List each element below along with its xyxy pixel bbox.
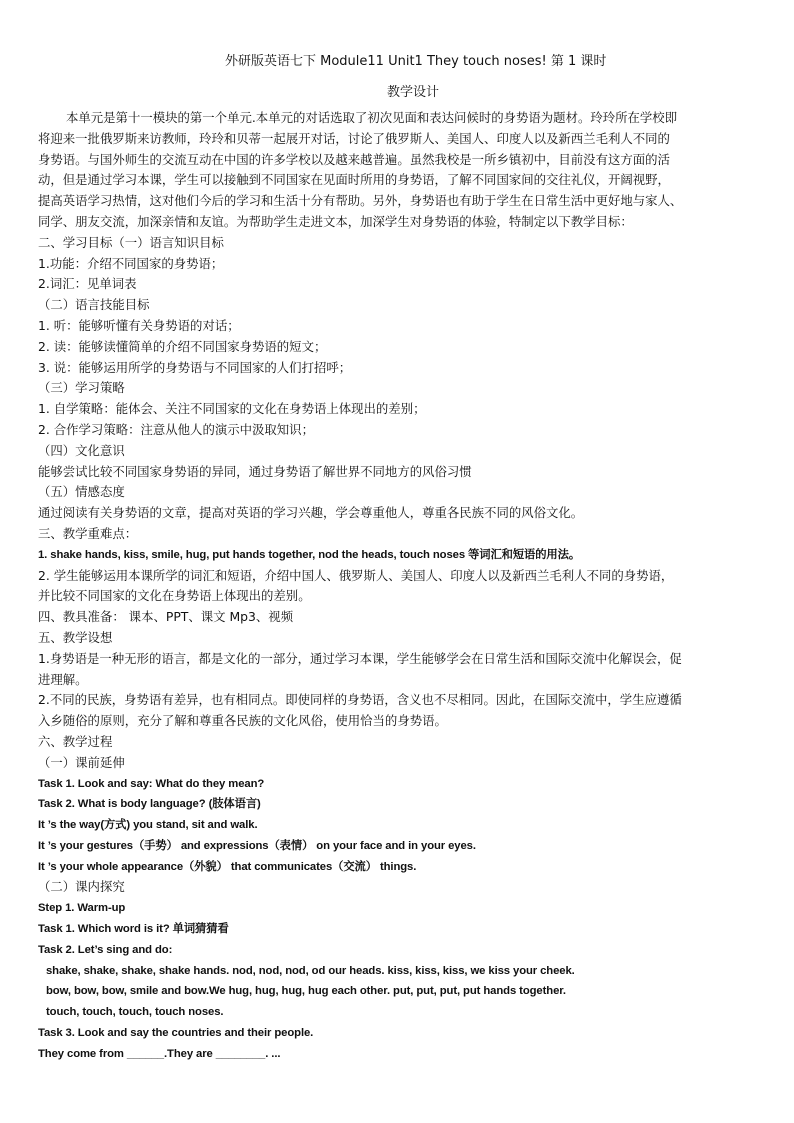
text-line: 将迎来一批俄罗斯来访教师，玲玲和贝蒂一起展开对话，讨论了俄罗斯人、美国人、印度人以及新西兰毛利人不同的 [38,130,670,146]
text-line: Task 1. Which word is it? 单词猜猜看 [38,923,229,936]
text-line: （四）文化意识 [38,442,125,458]
text-line: 四、教具准备： 课本、PPT、课文 Mp3、视频 [38,609,294,625]
text-line: They come from ______.They are ________. ... [38,1047,281,1060]
text-line: （一）课前延伸 [38,754,125,770]
text-line: 能够尝试比较不同国家身势语的异同，通过身势语了解世界不同地方的风俗习惯 [38,463,472,479]
text-line: 1.身势语是一种无形的语言，都是文化的一部分，通过学习本课，学生能够学会在日常生活和国际交流中化解误会，促 [38,650,682,666]
text-line: 五、教学设想 [38,629,113,645]
text-line: （二）语言技能目标 [38,297,150,313]
document-body [38,108,760,1065]
text-line: It ’s your whole appearance（外貌） that communicates（交流） things. [38,860,417,873]
document-subtitle: 教学设计 [386,85,439,100]
text-line: touch, touch, touch, touch noses. [46,1006,224,1019]
text-line: Task 2. Let’s sing and do: [38,943,173,956]
text-line: bow, bow, bow, smile and bow.We hug, hug, hug, hug each other. put, put, put, put hands together. [46,985,566,998]
text-line: 三、教学重难点： [38,525,138,541]
text-line: 六、教学过程 [38,733,113,749]
text-line: 动，但是通过学习本课，学生可以接触到不同国家在见面时所用的身势语，了解不同国家间的交往礼仪，开阔视野， [38,172,670,188]
text-line: Step 1. Warm-up [38,902,126,915]
text-line: 二、学习目标（一）语言知识目标 [38,234,224,250]
text-line: 身势语。与国外师生的交流互动在中国的许多学校以及越来越普遍。虽然我校是一所乡镇初中，目前没有这方面的活 [38,151,670,167]
text-line: （二）课内探究 [38,879,125,895]
text-line: 2. 学生能够运用本课所学的词汇和短语，介绍中国人、俄罗斯人、美国人、印度人以及新西兰毛利人不同的身势语， [38,567,674,583]
text-line: （五）情感态度 [38,484,125,500]
text-line: 提高英语学习热情，这对他们今后的学习和生活十分有帮助。另外，身势语也有助于学生在日常生活中更好地与家人、 [38,193,683,209]
text-line: 并比较不同国家的文化在身势语上体现出的差别。 [38,588,311,604]
text-line: 同学、朋友交流，加深亲情和友谊。为帮助学生走进文本，加深学生对身势语的体验，特制定以下教学目标： [38,213,633,229]
text-line: 1.功能：介绍不同国家的身势语； [38,255,224,271]
text-line: 2. 读：能够读懂简单的介绍不同国家身势语的短文； [38,338,327,354]
text-line: Task 3. Look and say the countries and their people. [38,1027,314,1040]
text-line: 入乡随俗的原则，充分了解和尊重各民族的文化风俗，使用恰当的身势语。 [38,713,447,729]
document-title: 外研版英语七下 Module11 Unit1 They touch noses! 第 1 课时 [225,54,607,69]
text-line: shake, shake, shake, shake hands. nod, nod, nod, od our heads. kiss, kiss, kiss, we kiss your cheek. [46,964,575,977]
text-line: It ’s your gestures（手势） and expressions（表情） on your face and in your eyes. [38,839,476,852]
text-line: 1. 自学策略：能体会、关注不同国家的文化在身势语上体现出的差别； [38,401,426,417]
text-line: 进理解。 [38,671,88,687]
text-line: （三）学习策略 [38,380,125,396]
text-line: 2. 合作学习策略：注意从他人的演示中汲取知识； [38,421,314,437]
text-line: Task 2. What is body language? (肢体语言) [38,798,261,811]
text-line: 2.词汇：见单词表 [38,276,137,292]
text-line: 1. shake hands, kiss, smile, hug, put hands together, nod the heads, touch noses 等词汇和短语的用法。 [38,548,581,561]
text-line: 1. 听：能够听懂有关身势语的对话； [38,317,240,333]
text-line: 3. 说：能够运用所学的身势语与不同国家的人们打招呼； [38,359,352,375]
text-line: 2.不同的民族，身势语有差异，也有相同点。即使同样的身势语，含义也不尽相同。因此，在国际交流中，学生应遵循 [38,692,682,708]
text-line: Task 1. Look and say: What do they mean? [38,777,265,790]
text-line: 通过阅读有关身势语的文章，提高对英语的学习兴趣，学会尊重他人，尊重各民族不同的风俗文化。 [38,505,584,521]
text-line: It ’s the way(方式) you stand, sit and walk. [38,819,258,832]
text-line: 本单元是第十一模块的第一个单元.本单元的对话选取了初次见面和表达问候时的身势语为题材。玲玲所在学校即 [66,110,678,125]
